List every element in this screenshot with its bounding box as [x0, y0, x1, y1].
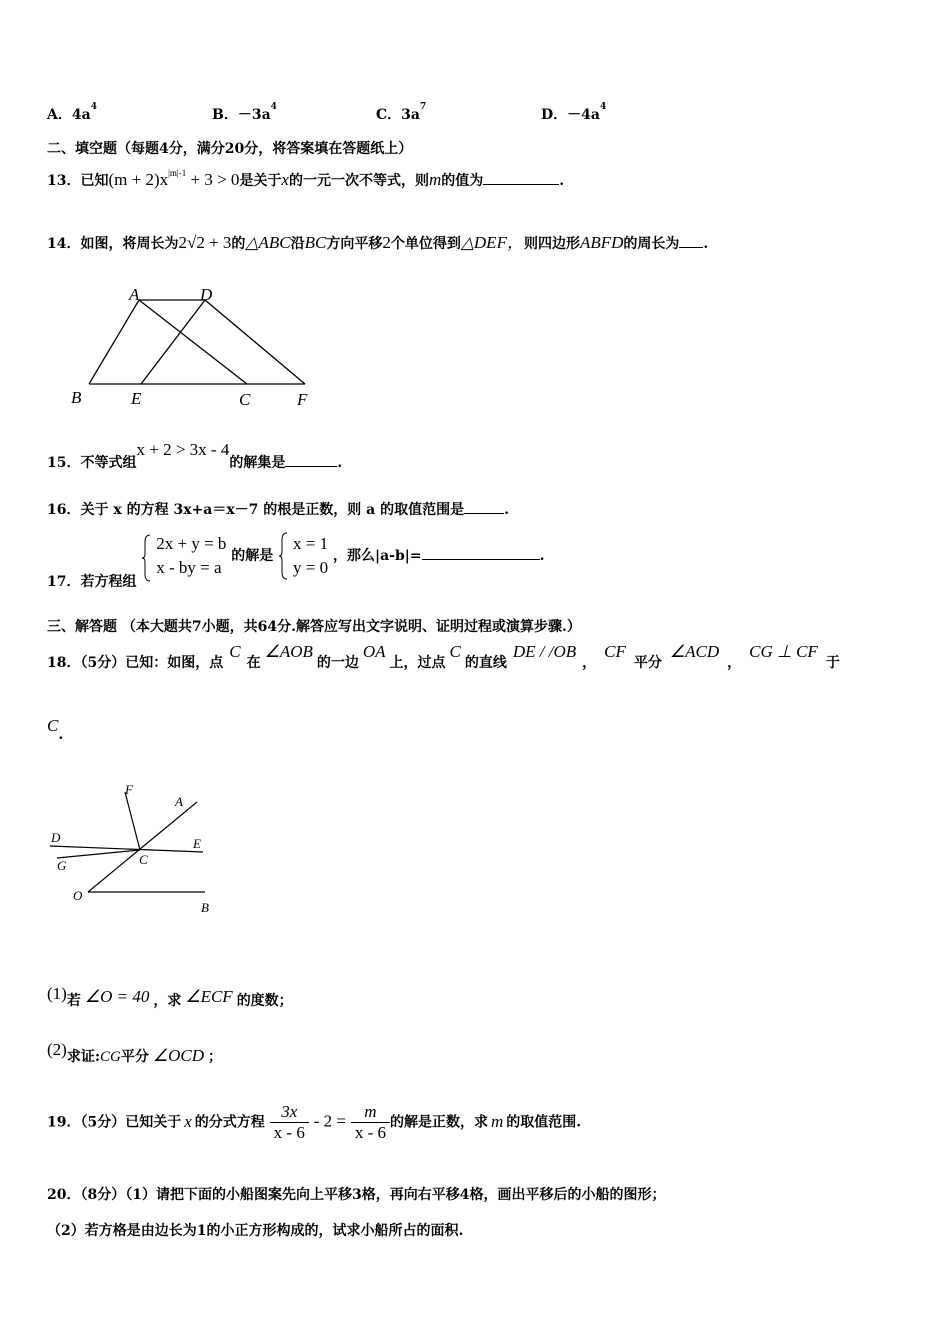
option-c: C．$3a^7$: [376, 102, 427, 123]
section2-heading: 二、填空题（每题4分，满分20分，将答案填在答题纸上）: [47, 141, 413, 157]
label-C: C: [139, 852, 148, 867]
option-a: A．$4a^4$: [47, 102, 97, 123]
figure-angle-aob: [45, 780, 225, 920]
label-G: G: [57, 858, 67, 873]
question-18: 18．（5分）已知：如图，点C在∠AOB的一边OA上，过点C的直线DE / /OB，CF平分∠ACD，CG ⊥ CF于: [47, 642, 840, 671]
question-18-part1: (1)若 ∠O = 40 ，求 ∠ECF 的度数；: [47, 984, 293, 1009]
label-O: O: [73, 888, 83, 903]
label-E: E: [193, 836, 201, 851]
question-15: 15．不等式组x + 2 > 3x - 4的解集是 .: [47, 440, 343, 471]
figure-parallelogram-translation: [65, 282, 325, 410]
question-20-line2: （2）若方格是由边长为1的小正方形构成的，试求小船所占的面积.: [47, 1223, 464, 1239]
label-B: B: [201, 900, 209, 915]
fraction-right: $\frac{m}{x - 6}$: [351, 1102, 390, 1143]
option-b: B．$-3a^4$: [212, 102, 277, 123]
question-18-part2: (2)求证:CG平分 ∠OCD ；: [47, 1040, 222, 1065]
label-D: D: [51, 830, 61, 845]
label-F: F: [125, 782, 133, 797]
answer-blank[interactable]: [679, 233, 703, 248]
label-F: F: [297, 390, 308, 409]
question-13: 13．已知$(m + 2)x^{|m|-1} + 3 > 0$是关于x的一元一次不等式，则m的值为 .: [47, 168, 565, 189]
question-18-cont: C.: [47, 716, 64, 743]
answer-blank[interactable]: [422, 545, 540, 560]
brace-icon: [141, 534, 151, 582]
label-D: D: [200, 285, 213, 304]
question-20-line1: 20．（8分）（1）请把下面的小船图案先向上平移3格，再向右平移4格，画出平移后的小船的图形；: [47, 1187, 666, 1203]
label-E: E: [131, 389, 142, 408]
label-A: A: [129, 285, 140, 304]
section3-heading: 三、解答题 （本大题共7小题，共64分.解答应写出文字说明、证明过程或演算步骤.）: [47, 619, 581, 635]
question-14: 14．如图，将周长为2√2 + 3的△ABC沿BC方向平移2个单位得到△DEF，则四边形ABFD的周长为 .: [47, 233, 709, 252]
brace-icon: [278, 532, 288, 580]
answer-blank[interactable]: [285, 452, 337, 467]
answer-blank[interactable]: [464, 499, 504, 514]
label-A: A: [175, 794, 183, 809]
question-16: 16．关于 x 的方程 3x+a＝x－7 的根是正数，则 a 的取值范围是 .: [47, 499, 509, 519]
question-17: 17．若方程组 2x + y = b x - by = a 的解是 x = 1 y = 0 ，那么|a-b|= .: [47, 534, 545, 590]
answer-blank[interactable]: [483, 170, 559, 185]
label-B: B: [71, 388, 82, 407]
label-C: C: [239, 390, 251, 409]
question-19: 19．（5分）已知关于 x 的分式方程 $\frac{3x}{x - 6}$ - 2 = $\frac{m}{x - 6}$ 的解是正数，求 m 的取值范围.: [47, 1102, 582, 1142]
fraction-left: $\frac{3x}{x - 6}$: [270, 1102, 309, 1143]
option-d: D．$-4a^4$: [541, 102, 607, 123]
